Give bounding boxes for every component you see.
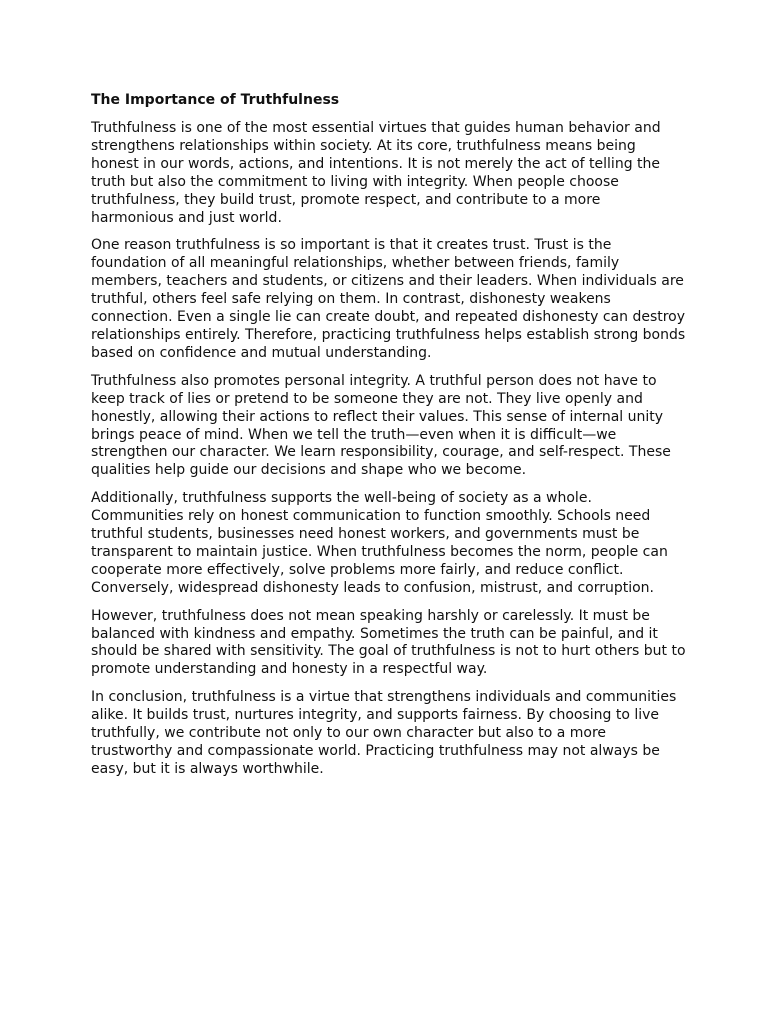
paragraph-2: One reason truthfulness is so important is that it creates trust. Trust is the foundation of all meaningful relationships, whether between friends, family members, teachers and students, or citizens and their leaders. When individuals are truthful, others feel safe relying on them. In contrast, dishonesty weakens connection. Even a single lie can create doubt, and repeated dishonesty can destroy relationships entirely. Therefore, practicing truthfulness helps establish strong bonds based on confidence and mutual understanding. [91, 237, 686, 361]
paragraph-1: Truthfulness is one of the most essential virtues that guides human behavior and strengthens relationships within society. At its core, truthfulness means being honest in our words, actions, and intentions. It is not merely the act of telling the truth but also the commitment to living with integrity. When people choose truthfulness, they build trust, promote respect, and contribute to a more harmonious and just world. [91, 120, 661, 226]
paragraph-6: In conclusion, truthfulness is a virtue that strengthens individuals and communities alike. It builds trust, nurtures integrity, and supports fairness. By choosing to live truthfully, we contribute not only to our own character but also to a more trustworthy and compassionate world. Practicing truthfulness may not always be easy, but it is always worthwhile. [91, 689, 677, 777]
paragraph-5: However, truthfulness does not mean speaking harshly or carelessly. It must be balanced with kindness and empathy. Sometimes the truth can be painful, and it should be shared with sensitivity. The goal of truthfulness is not to hurt others but to promote understanding and honesty in a respectful way. [91, 607, 686, 678]
paragraph-3: Truthfulness also promotes personal integrity. A truthful person does not have to keep track of lies or pretend to be someone they are not. They live openly and honestly, allowing their actions to reflect their values. This sense of internal unity brings peace of mind. When we tell the truth—even when it is difficult—we strengthen our character. We learn responsibility, courage, and self-respect. These qualities help guide our decisions and shape who we become. [91, 372, 671, 479]
paragraph-4: Additionally, truthfulness supports the well-being of society as a whole. Communities rely on honest communication to function smoothly. Schools need truthful students, businesses need honest workers, and governments must be transparent to maintain justice. When truthfulness becomes the norm, people can cooperate more effectively, solve problems more fairly, and reduce conflict. Conversely, widespread dishonesty leads to confusion, mistrust, and corruption. [91, 490, 668, 596]
document-title: The Importance of Truthfulness [91, 92, 340, 108]
document-page [91, 90, 687, 789]
